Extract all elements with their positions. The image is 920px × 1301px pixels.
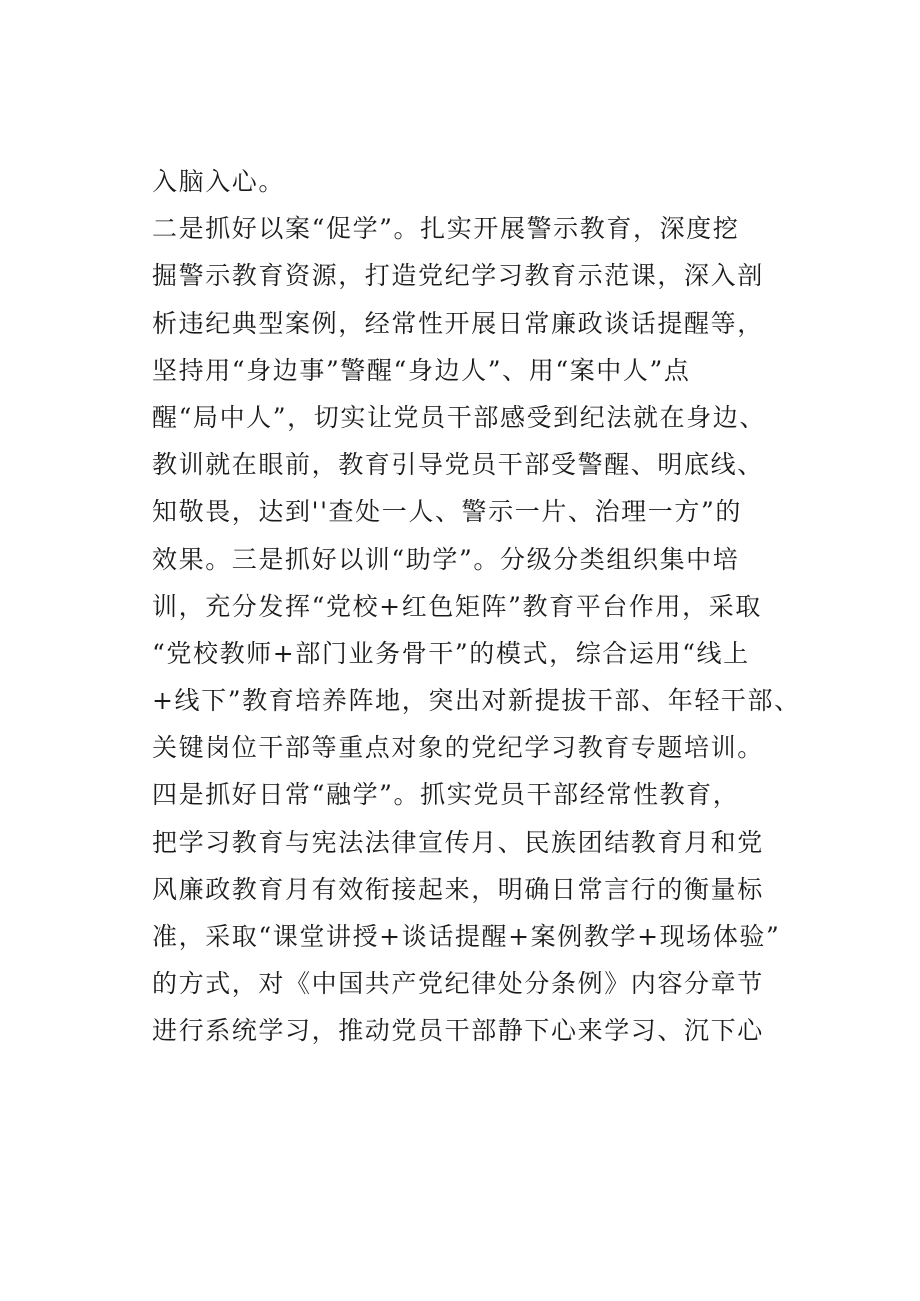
text-line: 关键岗位干部等重点对象的党纪学习教育专题培训。: [152, 733, 764, 763]
text-line: 醒“局中人”，切实让党员干部感受到纪法就在身边、: [152, 402, 766, 432]
body-text: [152, 158, 801, 1055]
text-line: 知敬畏，达到''查处一人、警示一片、治理一方”的: [152, 497, 742, 527]
text-line: 入脑入心。: [152, 167, 286, 196]
text-line: 把学习教育与宪法法律宣传月、民族团结教育月和党: [152, 827, 764, 857]
text-line: 效果。三是抓好以训“助学”。分级分类组织集中培: [152, 544, 740, 574]
text-line: 训，充分发挥“党校+红色矩阵”教育平台作用，采取: [152, 591, 762, 621]
text-line: 教训就在眼前，教育引导党员干部受警醒、明底线、: [152, 450, 764, 480]
text-line: 掘警示教育资源，打造党纪学习教育示范课，深入剖: [152, 261, 764, 291]
text-line: +线下”教育培养阵地，突出对新提拔干部、年轻干部、: [152, 686, 801, 716]
text-line: 风廉政教育月有效衔接起来，明确日常言行的衡量标: [152, 874, 764, 904]
text-line: 准，采取“课堂讲授+谈话提醒+案例教学+现场体验”: [152, 922, 781, 951]
text-line: 进行系统学习，推动党员干部静下心来学习、沉下心: [152, 1016, 764, 1046]
text-line: “党校教师+部门业务骨干”的模式，综合运用“线上: [152, 638, 750, 668]
text-line: 四是抓好日常“融学”。抓实党员干部经常性教育，: [152, 780, 740, 810]
text-line: 的方式，对《中国共产党纪律处分条例》内容分章节: [152, 969, 764, 999]
text-line: 二是抓好以案“促学”。扎实开展警示教育，深度挖: [152, 214, 740, 244]
text-line: 析违纪典型案例，经常性开展日常廉政谈话提醒等，: [152, 308, 764, 338]
text-line: 坚持用“身边事”警醒“身边人”、用“案中人”点: [152, 355, 691, 385]
